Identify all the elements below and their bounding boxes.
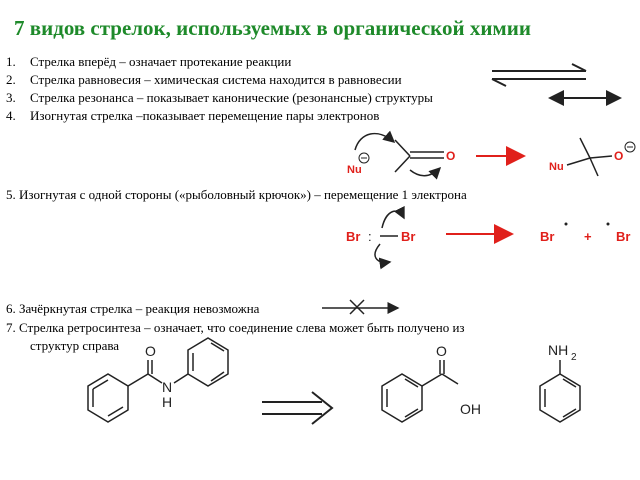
list-item-4-number: 4. — [6, 108, 16, 123]
list-item-1-text: Стрелка вперёд – означает протекание реакции — [30, 54, 292, 69]
svg-text:2: 2 — [571, 352, 577, 363]
fishhook-arrow-icon-2 — [375, 244, 390, 262]
page-title: 7 видов стрелок, используемых в органической химии — [14, 16, 531, 40]
crossed-arrow-icon — [322, 300, 398, 314]
equilibrium-arrow-icon — [492, 64, 586, 86]
list-item-4-text: Изогнутая стрелка –показывает перемещение пары электронов — [30, 108, 380, 123]
list-item-3-number: 3. — [6, 90, 16, 105]
nu-label-left: Nu — [347, 164, 362, 176]
br-label-2: Br — [401, 229, 416, 244]
list-item-5: 5. Изогнутая с одной стороны («рыболовный крючок») – перемещение 1 электрона — [6, 187, 467, 202]
amide-n-label: N — [162, 379, 173, 395]
list-item-2-text: Стрелка равновесия – химическая система находится в равновесии — [30, 72, 402, 87]
br-radical-2: Br — [616, 229, 631, 244]
list-item-7-line1: 7. Стрелка ретросинтеза – означает, что соединение слева может быть получено из — [6, 320, 465, 335]
retrosynthesis-arrow-icon — [262, 392, 332, 424]
fishhook-arrow-icon — [382, 211, 404, 228]
list-item-3-text: Стрелка резонанса – показывает канонические (резонансные) структуры — [30, 90, 433, 105]
fishhook-reaction — [346, 211, 630, 262]
list-item-6: 6. Зачёркнутая стрелка – реакция невозможна — [6, 301, 260, 316]
curved-arrow-reaction — [347, 134, 635, 176]
br-radical-1: Br — [540, 229, 555, 244]
acid-oh-label: OH — [460, 401, 481, 417]
oxygen-label-left: O — [446, 149, 456, 163]
list-item-1-number: 1. — [6, 54, 16, 69]
acid-o-label: O — [436, 343, 447, 359]
list-item-7-line2: структур справа — [30, 338, 120, 353]
list-item-2-number: 2. — [6, 72, 16, 87]
curved-arrow-icon-2 — [410, 168, 440, 176]
amide-h-label: H — [162, 394, 173, 410]
carbonyl-o-label: O — [145, 343, 156, 359]
aniline-nh-label: NH — [548, 342, 569, 358]
oxygen-label-right: O — [614, 149, 624, 163]
benzoic-acid-structure — [382, 360, 458, 422]
aniline-structure — [540, 360, 580, 422]
svg-text::: : — [368, 229, 372, 244]
br-label-1: Br — [346, 229, 361, 244]
nu-label-right: Nu — [549, 161, 564, 173]
benzanilide-structure — [88, 338, 228, 422]
plus-sign: + — [584, 229, 592, 244]
curved-arrow-icon — [355, 134, 394, 150]
